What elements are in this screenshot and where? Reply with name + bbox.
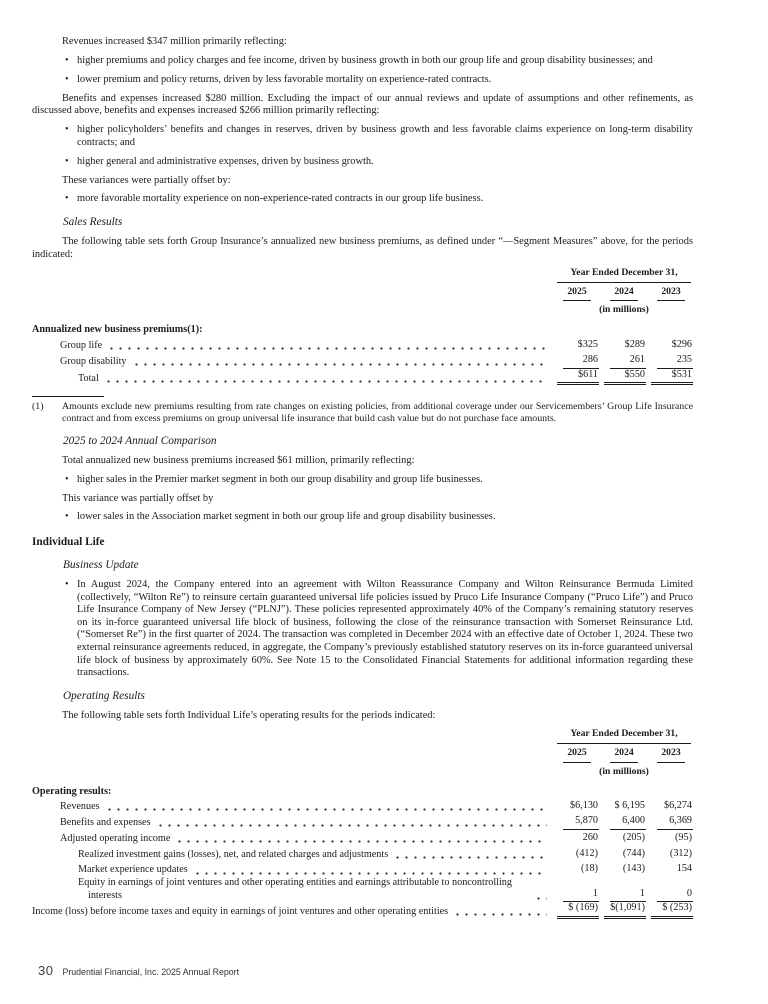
table-cell: $6,130 bbox=[569, 800, 598, 812]
bullet-item bbox=[65, 156, 693, 169]
dot-leader bbox=[107, 347, 547, 350]
table-cell: 260 bbox=[582, 831, 598, 843]
table-row bbox=[32, 798, 693, 814]
table-row bbox=[32, 830, 693, 846]
table-row bbox=[32, 877, 693, 902]
table-cell: 0 bbox=[649, 888, 693, 903]
report-title: Prudential Financial, Inc. 2025 Annual Report bbox=[62, 967, 240, 977]
table-cell: $289 bbox=[624, 339, 645, 351]
table-cell: 235 bbox=[649, 354, 693, 369]
bullet-item bbox=[65, 74, 693, 87]
bullet-icon bbox=[65, 55, 77, 68]
operating-results-table bbox=[32, 728, 693, 919]
table-cell: $296 bbox=[671, 339, 692, 351]
table-total-row bbox=[32, 902, 693, 919]
row-label: Group disability bbox=[60, 355, 127, 367]
bullet-text: lower premium and policy returns, driven by less favorable mortality on experience-rated contracts. bbox=[77, 73, 492, 85]
table-row bbox=[32, 337, 693, 353]
table-section-row bbox=[32, 322, 693, 337]
row-label: Income (loss) before income taxes and equity in earnings of joint ventures and other operating entities bbox=[32, 906, 449, 918]
table-cell: 1 bbox=[602, 888, 646, 903]
table-cell: (95) bbox=[675, 831, 692, 843]
footnote-marker: (1) bbox=[32, 401, 44, 413]
section-heading-operating-results: Operating Results bbox=[63, 689, 145, 702]
table-row bbox=[32, 845, 693, 861]
table-cell: 6,400 bbox=[602, 815, 646, 830]
table-year-header: 2024 bbox=[610, 747, 637, 763]
bullet-item bbox=[65, 55, 693, 68]
table-total-row bbox=[32, 369, 693, 386]
body-paragraph: Benefits and expenses increased $280 million. Excluding the impact of our annual reviews and update of assumptions and other refinements, as discussed above, benefits and expenses increased $266 million primarily reflecting: bbox=[32, 92, 693, 117]
dot-leader bbox=[105, 808, 547, 811]
bullet-item bbox=[65, 511, 693, 524]
table-row bbox=[32, 861, 693, 877]
row-label: Realized investment gains (losses), net, and related charges and adjustments bbox=[78, 848, 389, 860]
row-label: Total bbox=[78, 372, 99, 384]
bullet-icon bbox=[65, 193, 77, 206]
row-label: Adjusted operating income bbox=[60, 832, 171, 844]
bullet-text: higher premiums and policy charges and fee income, driven by business growth in both our group life and group disability businesses; and bbox=[77, 54, 653, 66]
table-row bbox=[32, 353, 693, 369]
section-heading-individual-life: Individual Life bbox=[32, 535, 105, 548]
table-year-header: 2023 bbox=[657, 747, 684, 763]
bullet-icon bbox=[65, 511, 77, 524]
bullet-item bbox=[65, 579, 693, 680]
table-cell: 5,870 bbox=[555, 815, 599, 830]
bullet-text: more favorable mortality experience on non-experience-rated contracts in our group life business. bbox=[77, 193, 484, 205]
row-label: Group life bbox=[60, 340, 103, 352]
footnote-rule bbox=[32, 396, 104, 397]
body-paragraph: Revenues increased $347 million primarily reflecting: bbox=[62, 36, 287, 47]
dot-leader bbox=[393, 856, 547, 859]
row-label: Market experience updates bbox=[78, 864, 188, 876]
bullet-icon bbox=[65, 74, 77, 87]
dot-leader bbox=[156, 824, 547, 827]
bullet-item bbox=[65, 193, 693, 206]
dot-leader bbox=[453, 913, 547, 916]
dot-leader bbox=[534, 897, 547, 900]
table-cell: $550 bbox=[602, 369, 646, 386]
page-content bbox=[32, 36, 693, 919]
page-footer bbox=[38, 963, 239, 978]
table-units-label: (in millions) bbox=[599, 304, 649, 316]
table-cell: $325 bbox=[577, 339, 598, 351]
premiums-table bbox=[32, 267, 693, 385]
table-cell: $ 6,195 bbox=[614, 800, 645, 812]
row-label: Equity in earnings of joint ventures and other operating entities and earnings attributable to noncontrolling interests bbox=[78, 877, 512, 901]
section-heading-annual-comparison: 2025 to 2024 Annual Comparison bbox=[63, 435, 217, 448]
table-year-header: 2024 bbox=[610, 286, 637, 302]
table-cell: $6,274 bbox=[663, 800, 692, 812]
table-cell: (18) bbox=[581, 863, 598, 875]
table-cell: $ (253) bbox=[649, 902, 693, 919]
bullet-text: higher general and administrative expenses, driven by business growth. bbox=[77, 155, 374, 167]
row-label: Revenues bbox=[60, 801, 100, 813]
table-cell: $ (169) bbox=[555, 902, 599, 919]
table-cell: 261 bbox=[602, 354, 646, 369]
bullet-text: higher sales in the Premier market segment in both our group disability and group life businesses. bbox=[77, 473, 483, 485]
section-heading-business-update: Business Update bbox=[63, 558, 139, 571]
footnote bbox=[32, 401, 693, 425]
bullet-icon bbox=[65, 124, 77, 149]
table-header bbox=[32, 728, 693, 778]
table-cell: 286 bbox=[555, 354, 599, 369]
dot-leader bbox=[175, 840, 547, 843]
table-cell: $531 bbox=[649, 369, 693, 386]
bullet-icon bbox=[65, 579, 77, 680]
table-section-label: Operating results: bbox=[32, 785, 112, 797]
bullet-item bbox=[65, 124, 693, 149]
body-paragraph: This variance was partially offset by bbox=[62, 492, 214, 504]
footnote-text: Amounts exclude new premiums resulting from rate changes on existing policies, from additional coverage under our Servicemembers’ Group Life Insurance contract and from excess premiums on group universal life insurance that build cash value but do not purchase face amounts. bbox=[62, 401, 693, 425]
dot-leader bbox=[193, 872, 547, 875]
row-label: Benefits and expenses bbox=[60, 817, 151, 829]
page-number: 30 bbox=[38, 963, 54, 978]
table-year-header: 2023 bbox=[657, 286, 684, 302]
table-header bbox=[32, 267, 693, 317]
table-period-header: Year Ended December 31, bbox=[557, 267, 691, 283]
table-units-label: (in millions) bbox=[599, 765, 649, 777]
table-cell: $611 bbox=[555, 369, 599, 386]
table-cell: 6,369 bbox=[649, 815, 693, 830]
body-paragraph: The following table sets forth Group Insurance’s annualized new business premiums, as defined under “—Segment Measures” above, for the periods indicated: bbox=[32, 235, 693, 260]
dot-leader bbox=[104, 380, 547, 383]
bullet-icon bbox=[65, 156, 77, 169]
table-row bbox=[32, 814, 693, 830]
bullet-text: lower sales in the Association market segment in both our group life and group disability businesses. bbox=[77, 511, 496, 523]
bullet-item bbox=[65, 474, 693, 487]
table-section-row bbox=[32, 783, 693, 798]
table-cell: (143) bbox=[622, 863, 645, 875]
table-cell: (744) bbox=[622, 847, 645, 859]
table-cell: $(1,091) bbox=[602, 902, 646, 919]
table-cell: (312) bbox=[669, 847, 692, 859]
bullet-text: higher policyholders’ benefits and changes in reserves, driven by business growth and less favorable claims experience on long-term disability contracts; and bbox=[77, 123, 693, 148]
dot-leader bbox=[132, 363, 548, 366]
body-paragraph: Total annualized new business premiums increased $61 million, primarily reflecting: bbox=[62, 455, 415, 467]
table-cell: (412) bbox=[575, 847, 598, 859]
table-cell: (205) bbox=[622, 831, 645, 843]
body-paragraph: The following table sets forth Individual Life’s operating results for the periods indicated: bbox=[62, 709, 436, 721]
section-heading-sales-results: Sales Results bbox=[63, 215, 123, 228]
table-cell: 1 bbox=[555, 888, 599, 903]
table-section-label: Annualized new business premiums(1): bbox=[32, 324, 203, 336]
table-period-header: Year Ended December 31, bbox=[557, 728, 691, 744]
table-year-header: 2025 bbox=[563, 286, 590, 302]
bullet-icon bbox=[65, 474, 77, 487]
table-year-header: 2025 bbox=[563, 747, 590, 763]
body-paragraph: These variances were partially offset by: bbox=[62, 174, 231, 186]
table-cell: 154 bbox=[676, 863, 692, 875]
bullet-text: In August 2024, the Company entered into an agreement with Wilton Reassurance Company and Wilton Reinsurance Bermuda Limited (collectively, “Wilton Re”) to reinsure certain guaranteed universal life policies issued by Pruco Life Insurance Company (“Pruco Life”) and Pruco Life Insurance Company of New Jersey (“PLNJ”). These policies represented approximately 40% of the Company’s remaining statutory reserves on its in-force guaranteed universal life block of business, following the close of the reinsurance transaction with Somerset Reinsurance Ltd. (“Somerset Re”) in the first quarter of 2024. The transaction was completed in December 2024 with an effective date of October 1, 2024. These two external reinsurance agreements reduced, in aggregate, the Company’s previously established statutory reserves on its in-force guaranteed universal life block of business by approximately 60%. See Note 15 to the Consolidated Financial Statements for additional information regarding these transactions. bbox=[77, 578, 693, 679]
